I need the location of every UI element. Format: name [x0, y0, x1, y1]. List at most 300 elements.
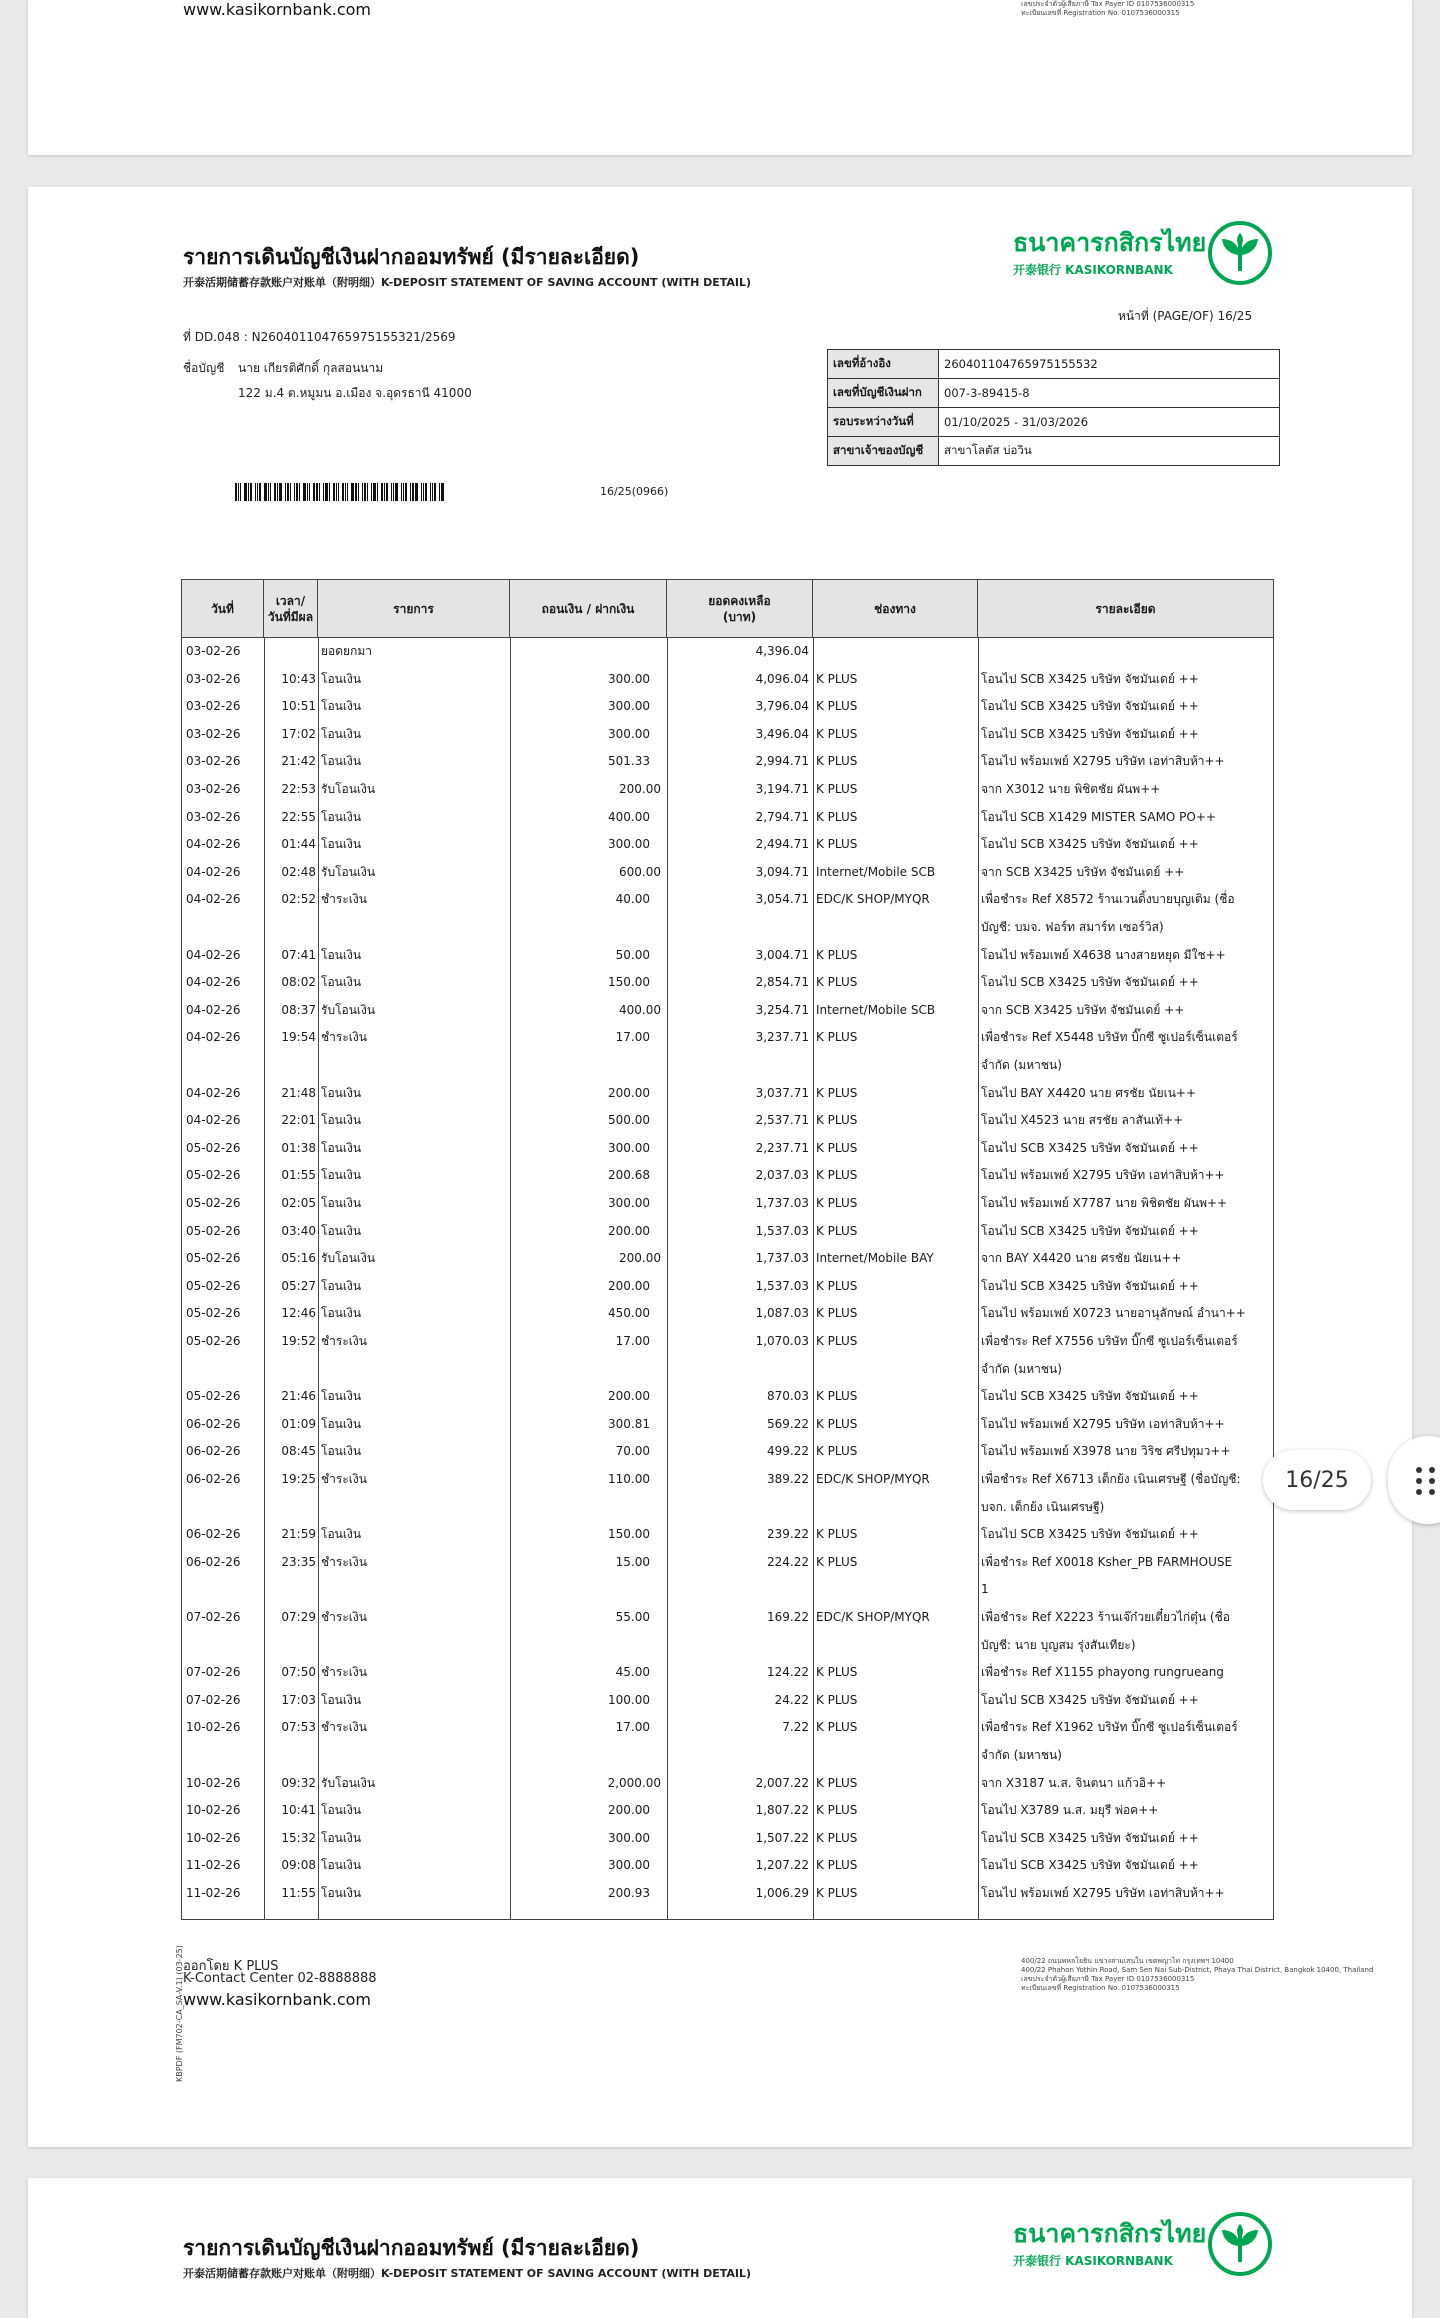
cell-detail: เพื่อชำระ Ref X6713 เต็กย้ง เนินเศรษฐี (ชื่อบัญชี: [981, 1472, 1241, 1486]
cell-channel: K PLUS [816, 726, 858, 741]
cell-deposit: 600.00 [619, 864, 661, 879]
col-header-description: รายการ [318, 580, 510, 638]
cell-withdraw: 200.00 [608, 1389, 650, 1404]
cell-detail-line2: จำกัด (มหาชน) [981, 1057, 1062, 1072]
barcode-bar [391, 483, 392, 501]
barcode-bar [299, 483, 300, 501]
cell-balance: 1,087.03 [755, 1306, 809, 1321]
cell-withdraw: 300.00 [608, 671, 650, 686]
cell-date: 03-02-26 [186, 644, 241, 658]
website-link: www.kasikornbank.com [183, 0, 371, 19]
cell-detail: โอนไป SCB X3425 บริษัท จัชมันเดย์ ++ [981, 1858, 1199, 1873]
cell-channel: Internet/Mobile SCB [816, 1002, 936, 1017]
table-row [182, 1825, 1273, 1853]
barcode-bar [268, 483, 269, 501]
cell-channel: K PLUS [816, 1030, 858, 1045]
statement-page [28, 187, 1412, 2147]
cell-withdraw: 55.00 [615, 1610, 650, 1624]
cell-detail-line2: บจก. เต็กย้ง เนินเศรษฐี) [981, 1499, 1105, 1514]
cell-description: โอนเงิน [321, 975, 362, 990]
cell-detail: เพื่อชำระ Ref X1962 บริษัท บิ๊กซี ซูเปอร์เซ็นเตอร์ [981, 1720, 1238, 1735]
account-name: นาย เกียรติศักดิ์ กุลสอนนาม [238, 361, 384, 375]
cell-date: 06-02-26 [186, 1444, 241, 1459]
cell-date: 05-02-26 [186, 1223, 241, 1238]
cell-channel: K PLUS [816, 1444, 858, 1459]
table-row [182, 1438, 1273, 1466]
cell-detail: เพื่อชำระ Ref X0018 Ksher_PB FARMHOUSE [981, 1554, 1233, 1569]
cell-time: 09:32 [281, 1775, 316, 1790]
cell-description: โอนเงิน [321, 1389, 362, 1404]
cell-time: 17:02 [281, 726, 316, 741]
cell-detail: โอนไป SCB X3425 บริษัท จัชมันเดย์ ++ [981, 671, 1199, 686]
fine-print-line: เลขประจำตัวผู้เสียภาษี Tax Payer ID 0107536000315 [1021, 1975, 1195, 1983]
barcode-bar [287, 483, 289, 501]
cell-time: 02:05 [281, 1196, 316, 1210]
info-label: เลขที่บัญชีเงินฝาก [828, 379, 939, 408]
cell-deposit: 200.00 [619, 1251, 661, 1266]
page-indicator[interactable]: 16/25 [1263, 1450, 1371, 1510]
cell-date: 04-02-26 [186, 837, 241, 852]
cell-detail: โอนไป SCB X3425 บริษัท จัชมันเดย์ ++ [981, 699, 1199, 714]
cell-time: 11:55 [281, 1886, 316, 1900]
cell-time: 07:29 [281, 1610, 316, 1624]
barcode-bar [367, 483, 368, 501]
cell-detail: จาก BAY X4420 นาย ศรชัย นัยเน++ [981, 1251, 1182, 1266]
barcode-bar [333, 483, 335, 501]
cell-detail: โอนไป X4523 นาย สรชัย ลาสันเท้++ [981, 1113, 1184, 1128]
barcode-bar [259, 483, 261, 501]
table-row [182, 1245, 1273, 1273]
cell-description: โอนเงิน [321, 1196, 362, 1210]
barcode-bar [244, 483, 247, 501]
table-row [182, 1107, 1273, 1135]
barcode-bar [336, 483, 337, 501]
cell-date: 03-02-26 [186, 754, 241, 769]
barcode-bar [362, 483, 363, 501]
cell-description: โอนเงิน [321, 1113, 362, 1128]
table-row [182, 1687, 1273, 1715]
cell-detail: โอนไป X3789 น.ส. มยุรี พ่อค++ [981, 1803, 1159, 1818]
cell-date: 07-02-26 [186, 1610, 241, 1624]
cell-detail: โอนไป พร้อมเพย์ X2795 บริษัท เอท่าสิบห้า++ [981, 1416, 1225, 1431]
cell-date: 11-02-26 [186, 1886, 241, 1900]
table-row [182, 1411, 1273, 1439]
barcode-bar [393, 483, 394, 501]
barcode-bar [430, 483, 431, 501]
table-row [182, 1521, 1273, 1549]
cell-detail-line2: จำกัด (มหาชน) [981, 1747, 1062, 1762]
cell-withdraw: 15.00 [615, 1554, 650, 1569]
cell-time: 21:42 [281, 754, 316, 769]
cell-time: 19:52 [281, 1334, 316, 1348]
cell-withdraw: 501.33 [608, 754, 650, 769]
cell-balance: 7.22 [782, 1720, 809, 1735]
fine-print-line: 400/22 Phahon Yothin Road, Sam Sen Nai Sub-District, Phaya Thai District, Bangkok 10400, Thailand [1021, 1966, 1374, 1974]
cell-balance: 24.22 [774, 1692, 809, 1707]
table-row [182, 693, 1273, 721]
barcode-bar [307, 483, 308, 501]
cell-channel: Internet/Mobile BAY [816, 1251, 934, 1266]
cell-description: ยอดยกมา [321, 644, 372, 658]
cell-channel: K PLUS [816, 1858, 858, 1873]
cell-time: 17:03 [281, 1692, 316, 1707]
table-row [182, 776, 1273, 804]
cell-date: 03-02-26 [186, 671, 241, 686]
cell-time: 08:45 [281, 1444, 316, 1459]
cell-channel: K PLUS [816, 1223, 858, 1238]
cell-detail: เพื่อชำระ Ref X5448 บริษัท บิ๊กซี ซูเปอร์เซ็นเตอร์ [981, 1030, 1238, 1045]
barcode-bar [240, 483, 241, 501]
cell-channel: EDC/K SHOP/MYQR [816, 892, 930, 907]
cell-balance: 1,507.22 [755, 1830, 809, 1845]
cell-balance: 1,737.03 [755, 1196, 809, 1210]
cell-balance: 124.22 [767, 1665, 809, 1680]
cell-detail: โอนไป SCB X3425 บริษัท จัชมันเดย์ ++ [981, 1223, 1199, 1238]
cell-withdraw: 300.00 [608, 1830, 650, 1845]
table-row [182, 1218, 1273, 1246]
cell-balance: 2,037.03 [755, 1168, 809, 1183]
cell-time: 09:08 [281, 1858, 316, 1873]
cell-balance: 2,537.71 [755, 1113, 809, 1128]
barcode-bar [410, 483, 411, 501]
cell-withdraw: 17.00 [615, 1030, 650, 1045]
cell-balance: 1,737.03 [755, 1251, 809, 1266]
cell-detail: โอนไป SCB X3425 บริษัท จัชมันเดย์ ++ [981, 1527, 1199, 1542]
table-row [182, 886, 1273, 941]
cell-balance: 1,207.22 [755, 1858, 809, 1873]
cell-withdraw: 200.68 [608, 1168, 650, 1183]
cell-date: 05-02-26 [186, 1306, 241, 1321]
cell-withdraw: 100.00 [608, 1692, 650, 1707]
cell-withdraw: 40.00 [615, 892, 650, 907]
cell-description: โอนเงิน [321, 1692, 362, 1707]
barcode-bar [384, 483, 385, 501]
cell-time: 19:25 [281, 1472, 316, 1486]
cell-withdraw: 300.00 [608, 837, 650, 852]
cell-balance: 2,237.71 [755, 1140, 809, 1155]
transaction-table-body [181, 637, 1274, 1920]
cell-time: 21:59 [281, 1527, 316, 1542]
barcode-bar [235, 483, 237, 501]
cell-time: 22:01 [281, 1113, 316, 1128]
barcode-bar [441, 483, 444, 501]
cell-description: โอนเงิน [321, 1306, 362, 1321]
cell-balance: 4,396.04 [755, 644, 809, 658]
cell-balance: 239.22 [767, 1527, 809, 1542]
bank-name-thai: ธนาคารกสิกรไทย [1013, 2219, 1207, 2248]
barcode-bar [285, 483, 286, 501]
cell-time: 02:52 [281, 892, 316, 907]
table-row [182, 942, 1273, 970]
fine-print-line: ทะเบียนเลขที่ Registration No. 0107536000315 [1021, 9, 1180, 17]
barcode-bar [257, 483, 258, 501]
cell-channel: EDC/K SHOP/MYQR [816, 1472, 930, 1486]
barcode-bar [338, 483, 339, 501]
cell-date: 03-02-26 [186, 726, 241, 741]
col-header-detail: รายละเอียด [1095, 602, 1156, 616]
cell-withdraw: 150.00 [608, 975, 650, 990]
barcode [235, 483, 444, 501]
cell-date: 05-02-26 [186, 1196, 241, 1210]
cell-detail-line2: จำกัด (มหาชน) [981, 1361, 1062, 1376]
cell-channel: K PLUS [816, 1527, 858, 1542]
cell-channel: K PLUS [816, 671, 858, 686]
barcode-bar [403, 483, 404, 501]
cell-date: 10-02-26 [186, 1830, 241, 1845]
barcode-bar [264, 483, 267, 501]
cell-time: 01:55 [281, 1168, 316, 1183]
barcode-bar [434, 483, 436, 501]
cell-date: 05-02-26 [186, 1140, 241, 1155]
cell-balance: 3,004.71 [755, 947, 809, 962]
barcode-bar [395, 483, 398, 501]
cell-detail: โอนไป SCB X1429 MISTER SAMO PO++ [981, 809, 1216, 824]
cell-withdraw: 45.00 [615, 1665, 650, 1680]
cell-description: รับโอนเงิน [321, 1775, 376, 1790]
cell-withdraw: 300.00 [608, 1858, 650, 1873]
cell-time: 05:16 [281, 1251, 316, 1266]
cell-date: 05-02-26 [186, 1251, 241, 1266]
cell-description: โอนเงิน [321, 1858, 362, 1873]
account-name-label: ชื่อบัญชี [183, 361, 225, 375]
cell-channel: K PLUS [816, 1886, 858, 1900]
cell-balance: 3,054.71 [755, 892, 809, 907]
cell-balance: 2,007.22 [755, 1775, 809, 1790]
cell-balance: 3,496.04 [755, 726, 809, 741]
barcode-bar [401, 483, 402, 501]
info-value: 007-3-89415-8 [939, 379, 1280, 408]
table-row [182, 969, 1273, 997]
cell-description: รับโอนเงิน [321, 1002, 376, 1017]
cell-channel: K PLUS [816, 809, 858, 824]
col-header-balance [667, 580, 813, 638]
cell-channel: EDC/K SHOP/MYQR [816, 1610, 930, 1624]
cell-detail: โอนไป SCB X3425 บริษัท จัชมันเดย์ ++ [981, 1830, 1199, 1845]
cell-channel: K PLUS [816, 1334, 858, 1348]
cell-balance: 1,537.03 [755, 1278, 809, 1293]
cell-description: ชำระเงิน [321, 1720, 367, 1735]
cell-channel: K PLUS [816, 754, 858, 769]
cell-description: ชำระเงิน [321, 1030, 367, 1045]
info-row-period [828, 408, 1280, 437]
cell-balance: 3,237.71 [755, 1030, 809, 1045]
fine-print-line: เลขประจำตัวผู้เสียภาษี Tax Payer ID 0107536000315 [1021, 0, 1195, 8]
account-info-table [827, 349, 1280, 466]
info-row-account-number [828, 379, 1280, 408]
contact-center: K-Contact Center 02-8888888 [183, 1971, 377, 1986]
table-row [182, 1797, 1273, 1825]
cell-deposit: 200.00 [619, 782, 661, 796]
cell-description: โอนเงิน [321, 1140, 362, 1155]
cell-channel: K PLUS [816, 947, 858, 962]
cell-description: โอนเงิน [321, 1886, 362, 1900]
table-row [182, 1300, 1273, 1328]
cell-time: 08:02 [281, 975, 316, 990]
table-row [182, 638, 1273, 666]
cell-deposit: 2,000.00 [607, 1775, 661, 1790]
table-row [182, 1383, 1273, 1411]
table-row [182, 804, 1273, 832]
cell-channel: K PLUS [816, 1692, 858, 1707]
barcode-bar [290, 483, 291, 501]
cell-detail: โอนไป SCB X3425 บริษัท จัชมันเดย์ ++ [981, 1278, 1199, 1293]
info-value: 260401104765975155532 [939, 350, 1280, 379]
cell-date: 04-02-26 [186, 947, 241, 962]
cell-date: 07-02-26 [186, 1665, 241, 1680]
barcode-bar [432, 483, 433, 501]
cell-channel: K PLUS [816, 1389, 858, 1404]
form-code-vertical: KBPDF (FM702-CA_SA-V.1) (03-25) [175, 1945, 184, 2082]
cell-detail: โอนไป พร้อมเพย์ X3978 นาย วิริช ศรีปทุมว++ [981, 1444, 1231, 1459]
cell-withdraw: 200.00 [608, 1085, 650, 1100]
cell-description: โอนเงิน [321, 1416, 362, 1431]
cell-time: 01:38 [281, 1140, 316, 1155]
table-row [182, 1659, 1273, 1687]
issued-by: ออกโดย K PLUS [183, 1959, 279, 1974]
table-row [182, 1328, 1273, 1383]
table-row [182, 1466, 1273, 1521]
col-header-channel: ช่องทาง [813, 580, 978, 638]
cell-balance: 870.03 [767, 1389, 809, 1404]
cell-detail: โอนไป SCB X3425 บริษัท จัชมันเดย์ ++ [981, 726, 1199, 741]
cell-channel: K PLUS [816, 1113, 858, 1128]
cell-time: 21:46 [281, 1389, 316, 1404]
cell-withdraw: 110.00 [608, 1472, 650, 1486]
col-header-balance-line1: ยอดคงเหลือ [708, 594, 771, 608]
cell-time: 07:50 [281, 1665, 316, 1680]
cell-time: 22:53 [281, 782, 316, 796]
col-header-time [264, 580, 318, 638]
cell-withdraw: 70.00 [615, 1444, 650, 1459]
bank-name-thai: ธนาคารกสิกรไทย [1013, 228, 1207, 257]
cell-withdraw: 200.00 [608, 1803, 650, 1818]
fine-print-line: ทะเบียนเลขที่ Registration No. 0107536000315 [1021, 1984, 1180, 1992]
barcode-bar [274, 483, 276, 501]
fine-print-line: 400/22 ถนนพหลโยธิน แขวงสามเสนใน เขตพญาไท กรุงเทพฯ 10400 [1021, 1957, 1234, 1965]
cell-channel: K PLUS [816, 1140, 858, 1155]
cell-detail: โอนไป SCB X3425 บริษัท จัชมันเดย์ ++ [981, 1389, 1199, 1404]
table-row [182, 1852, 1273, 1880]
statement-title-thai: รายการเดินบัญชีเงินฝากออมทรัพย์ (มีรายละเอียด) [183, 245, 640, 269]
kasikornbank-logo-icon [1208, 221, 1272, 285]
statement-title-thai: รายการเดินบัญชีเงินฝากออมทรัพย์ (มีรายละเอียด) [183, 2236, 640, 2260]
barcode-bar [351, 483, 354, 501]
cell-withdraw: 50.00 [615, 947, 650, 962]
cell-balance: 3,796.04 [755, 699, 809, 714]
cell-withdraw: 300.00 [608, 1140, 650, 1155]
barcode-bar [371, 483, 372, 501]
cell-date: 06-02-26 [186, 1416, 241, 1431]
barcode-bar [296, 483, 298, 501]
cell-withdraw: 500.00 [608, 1113, 650, 1128]
cell-date: 03-02-26 [186, 782, 241, 796]
cell-detail-line2: 1 [981, 1582, 989, 1597]
cell-description: โอนเงิน [321, 1085, 362, 1100]
table-row [182, 1880, 1273, 1908]
barcode-bar [238, 483, 239, 501]
cell-time: 19:54 [281, 1030, 316, 1045]
cell-withdraw: 450.00 [608, 1306, 650, 1321]
barcode-bar [355, 483, 357, 501]
cell-time: 22:55 [281, 809, 316, 824]
barcode-bar [415, 483, 418, 501]
table-row [182, 1080, 1273, 1108]
cell-detail: เพื่อชำระ Ref X7556 บริษัท บิ๊กซี ซูเปอร์เซ็นเตอร์ [981, 1334, 1238, 1348]
next-page [28, 2178, 1412, 2318]
info-value: สาขาโลตัส บ่อวิน [939, 437, 1280, 466]
cell-date: 04-02-26 [186, 892, 241, 907]
barcode-bar [255, 483, 256, 501]
cell-date: 06-02-26 [186, 1472, 241, 1486]
cell-withdraw: 200.00 [608, 1278, 650, 1293]
barcode-bar [303, 483, 306, 501]
cell-channel: K PLUS [816, 1554, 858, 1569]
cell-description: โอนเงิน [321, 1444, 362, 1459]
col-header-time-line1: เวลา/ [275, 594, 306, 608]
col-header-amount: ถอนเงิน / ฝากเงิน [510, 580, 667, 638]
table-row [182, 1024, 1273, 1079]
cell-description: โอนเงิน [321, 1278, 362, 1293]
col-header-time-line2: วันที่มีผล [267, 610, 314, 624]
kasikornbank-logo-icon [1208, 2212, 1272, 2276]
cell-detail: เพื่อชำระ Ref X2223 ร้านเจ๊ก๋วยเตี๋ยวไก่ตุ๋น (ชื่อ [981, 1610, 1230, 1624]
cell-date: 06-02-26 [186, 1527, 241, 1542]
cell-detail: จาก X3012 นาย พิชิตชัย ผันพ++ [981, 782, 1161, 796]
barcode-bar [425, 483, 427, 501]
cell-description: โอนเงิน [321, 699, 362, 714]
info-row-branch [828, 437, 1280, 466]
previous-page [28, 0, 1412, 155]
cell-detail: โอนไป พร้อมเพย์ X7787 นาย พิชิตชัย ผันพ++ [981, 1196, 1228, 1210]
cell-description: ชำระเงิน [321, 1610, 367, 1624]
cell-time: 03:40 [281, 1223, 316, 1238]
cell-date: 10-02-26 [186, 1803, 241, 1818]
table-row [182, 748, 1273, 776]
cell-balance: 3,037.71 [755, 1085, 809, 1100]
barcode-bar [342, 483, 344, 501]
table-row [182, 997, 1273, 1025]
cell-detail-line2: บัญชี: บมจ. ฟอร์ท สมาร์ท เซอร์วิส) [981, 919, 1164, 934]
cell-balance: 569.22 [767, 1416, 809, 1431]
barcode-bar [373, 483, 376, 501]
cell-date: 10-02-26 [186, 1775, 241, 1790]
cell-balance: 2,854.71 [755, 975, 809, 990]
cell-channel: Internet/Mobile SCB [816, 864, 936, 879]
barcode-bar [345, 483, 346, 501]
cell-description: โอนเงิน [321, 1168, 362, 1183]
barcode-bar [248, 483, 249, 501]
cell-date: 04-02-26 [186, 864, 241, 879]
cell-channel: K PLUS [816, 1168, 858, 1183]
barcode-bar [439, 483, 440, 501]
cell-description: โอนเงิน [321, 1830, 362, 1845]
cell-date: 04-02-26 [186, 1030, 241, 1045]
barcode-bar [412, 483, 414, 501]
barcode-bar [325, 483, 328, 501]
cell-date: 04-02-26 [186, 975, 241, 990]
cell-balance: 2,994.71 [755, 754, 809, 769]
barcode-bar [347, 483, 348, 501]
cell-channel: K PLUS [816, 1803, 858, 1818]
cell-date: 05-02-26 [186, 1334, 241, 1348]
cell-detail: เพื่อชำระ Ref X1155 phayong rungrueang [981, 1665, 1224, 1680]
barcode-bar [250, 483, 252, 501]
cell-detail: โอนไป SCB X3425 บริษัท จัชมันเดย์ ++ [981, 837, 1199, 852]
cell-time: 10:51 [281, 699, 316, 714]
cell-time: 15:32 [281, 1830, 316, 1845]
col-header-balance-line2: (บาท) [722, 610, 757, 624]
cell-description: รับโอนเงิน [321, 864, 376, 879]
